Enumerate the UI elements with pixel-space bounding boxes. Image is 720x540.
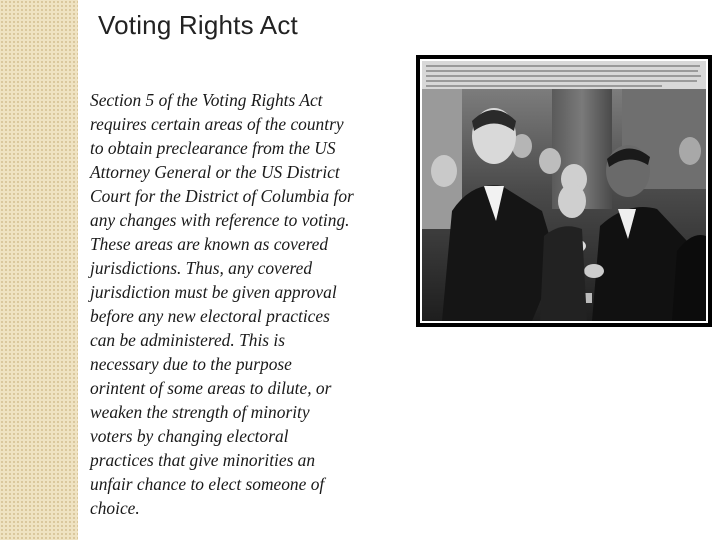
decorative-side-band — [0, 0, 78, 540]
signing-ceremony-photo — [422, 61, 706, 321]
photograph-icon — [420, 59, 708, 323]
historical-photo-frame — [416, 55, 712, 327]
slide-body-text: Section 5 of the Voting Rights Act requires certain areas of the country to obtain preclearance from the US Attorney General or the US District Court for the District of Columbia for any changes with reference to voting. These areas are known as covered jurisdictions. Thus, any covered jurisdiction must be given approval before any new electoral practices can be administered. This is necessary due to the purpose orintent of some areas to dilute, or weaken the strength of minority voters by changing electoral practices that give minorities an unfair chance to elect someone of choice. — [90, 90, 354, 518]
slide-title: Voting Rights Act — [98, 10, 298, 40]
